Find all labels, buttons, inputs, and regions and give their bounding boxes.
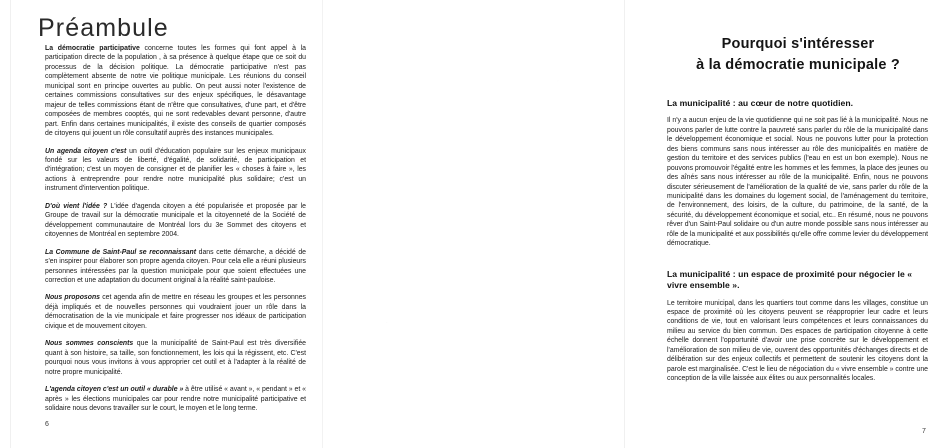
left-page-text-column — [45, 44, 306, 413]
page-right — [322, 0, 928, 448]
paragraph — [45, 44, 306, 139]
paragraph-lead: L'agenda citoyen c'est un outil « durable » — [45, 386, 184, 394]
chapter-title — [667, 34, 929, 76]
paragraph-lead: La démocratie participative — [45, 45, 140, 52]
section-body: Le territoire municipal, dans les quartiers tout comme dans les villages, constitue un espace de proximité où les citoyens peuvent se réapproprier leur cadre et leurs conditions de vie, tout en valorisant leurs compétences et leurs connaissances du milieu au service du bien commun. Des espaces de participation citoyenne à cette échelle donnent l'opportunité d'avoir une prise concrète sur le développement et l'amélioration de son milieu de vie, ouvrent des opportunités d'échanges directs et de délibération sur des enjeux collectifs et permettent de soutenir les citoyens dont la parole est marginalisée. C'est le lieu de négociation du « vivre ensemble » contre une conception de la ville laissée aux élites ou aux personnalités locales. — [667, 299, 928, 383]
chapter-title-line-1: Pourquoi s'intéresser — [721, 36, 875, 52]
paragraph — [45, 339, 306, 377]
section-heading: La municipalité : au cœur de notre quotidien. — [667, 98, 854, 108]
paragraph-body: à être utilisé « avant », « pendant » et « après » les élections municipales car pour rendre notre municipalité participative et solidaire nous devons travailler sur le court, le moyen et le long terme. — [45, 386, 306, 412]
paragraph-lead: Nous proposons — [45, 294, 101, 302]
paragraph — [45, 293, 306, 331]
paragraph-lead: Nous sommes conscients — [45, 340, 134, 348]
paragraph-body: cet agenda afin de mettre en réseau les groupes et les personnes déjà impliqués et de nouvelles personnes qui voudraient jouer un rôle dans la démocratisation de la vie municipale et faire progresser nos idéaux de participation civique et de mouvement citoyen. — [45, 294, 306, 330]
section-heading: La municipalité : un espace de proximité pour négocier le « vivre ensemble ». — [667, 268, 913, 291]
paragraph-lead: Un agenda citoyen c'est — [45, 147, 127, 155]
paragraph-body: dans cette démarche, a décidé de s'en inspirer pour élaborer son propre agenda citoyen. Pour cela elle a réuni plusieurs personnes intéressées par la question municipale pour que soient effectuées une correction et une adaptation du document original à la réalité saint-pauloise. — [45, 248, 306, 284]
paragraph-lead: La Commune de Saint-Paul se reconnaissant — [45, 248, 196, 256]
right-page-text-column — [667, 98, 928, 384]
section-body: Il n'y a aucun enjeu de la vie quotidienne qui ne soit pas lié à la municipalité. Nous ne pouvons parler de lutte contre la pauvreté sans parler du rôle de la municipalité dans le développement économique et social. Nous ne pouvons lutter pour la protection des biens communs sans nous intéresser au rôle des municipalités en matière de gestion du territoire et des services publics (l'eau en est un bon exemple). Nous ne pouvons promouvoir l'égalité entre les hommes et les femmes, la place des jeunes ou des aînés sans nous intéresser au rôle de la municipalité. Enfin, nous ne pouvons discuter sérieusement de l'amélioration de la qualité de vie, sans parler du rôle de la municipalité dans les domaines du logement social, de l'aménagement du territoire, de l'environnement, des loisirs, de la culture, du patrimoine, de la santé, de la sécurité, du développement économique et social, etc.. En résumé, nous ne pouvons rêver d'un Saint-Paul solidaire ou d'un autre monde possible sans nous intéresser au rôle de la municipalité et aux possibilités qu'elle offre comme levier du développement démocratique. — [667, 117, 928, 248]
paragraph-body: concerne toutes les formes qui font appel à la participation directe de la population , à sa présence à quelque étape que ce soit du processus de la décision politique. La démocratie participative n'est pas complètement absente de notre vie politique municipale. Les réunions du conseil municipal sont en principe ouvertes au public. On peut aussi noter l'existence de certaines commissions consultatives sur des enjeux spécifiques, le désavantage majeur de telles commissions étant de n'être que consultatives, d'une part, et d'être composées de membres cooptés, qui ne sont redevables devant personne, d'autre part. Enfin dans certaines municipalités, il existe des conseils de quartier composés de citoyens qui jouent un rôle consultatif auprès des instances municipales. — [45, 45, 307, 138]
paragraph — [45, 202, 306, 240]
paragraph-body: L'idée d'agenda citoyen a été popularisée et proposée par le Groupe de travail sur la démocratie municipale et la citoyenneté de la Société de développement communautaire de Montréal lors du 3e Sommet des citoyens et citoyennes de Montréal en septembre 2004. — [45, 202, 307, 239]
page-number-right: 7 — [922, 428, 926, 435]
page-title-preambule: Préambule — [38, 14, 169, 42]
paragraph-lead: D'où vient l'idée ? — [45, 202, 108, 210]
paragraph — [45, 248, 306, 286]
paragraph-body: que la municipalité de Saint-Paul est très diversifiée quant à son histoire, sa taille, son fonctionnement, les lois qui la régissent, etc. C'est pourquoi nous vous invitons à vous approprier cet outil et à l'adapter à la réalité de notre propre municipalité. — [45, 340, 306, 376]
page-left — [0, 0, 322, 448]
paragraph — [45, 147, 306, 194]
page-number-left: 6 — [45, 421, 49, 428]
chapter-title-line-2: à la démocratie municipale ? — [696, 57, 900, 74]
paragraph — [45, 385, 306, 413]
paragraph-body: un outil d'éducation populaire sur les enjeux municipaux fondé sur les valeurs de liberté, d'égalité, de solidarité, de participation et d'intégration; c'est un moyen de consigner et de planifier les « choses à faire », les actions à entreprendre pour rendre notre municipalité plus solidaire; c'est un instrument d'intervention politique. — [45, 147, 306, 193]
